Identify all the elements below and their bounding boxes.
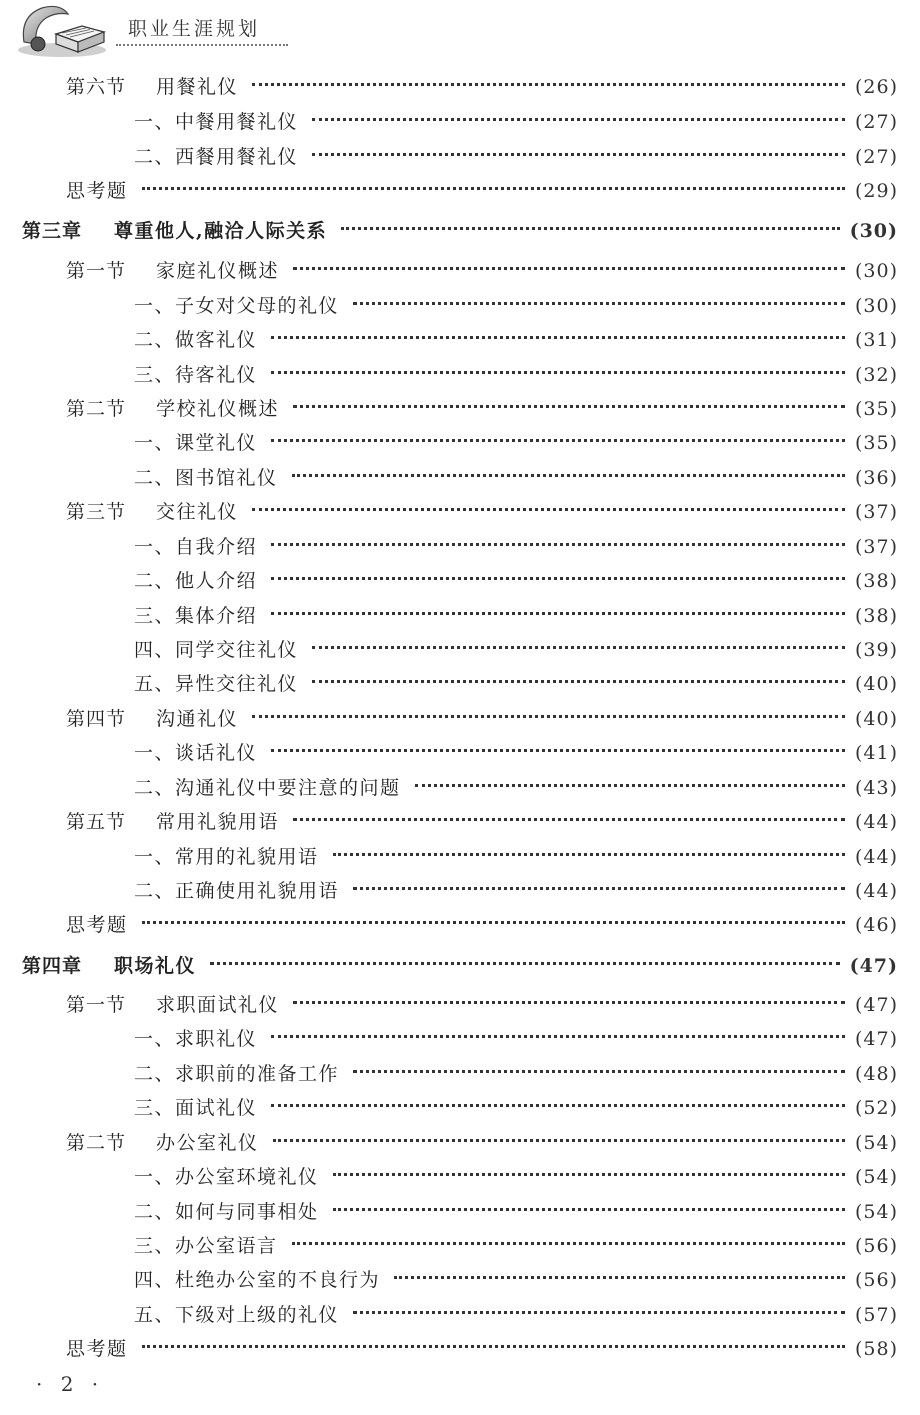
dot-leader bbox=[271, 1104, 845, 1107]
toc-entry-item[interactable] bbox=[134, 671, 898, 697]
toc-entry-title: 三、待客礼仪 bbox=[134, 364, 258, 386]
dot-leader bbox=[333, 853, 845, 856]
toc-entry-number: 第四节 bbox=[66, 708, 127, 730]
dot-leader bbox=[312, 646, 845, 649]
toc-entry-item[interactable] bbox=[134, 603, 898, 629]
toc-entry-title: 五、异性交往礼仪 bbox=[134, 673, 299, 695]
page-number: · 2 · bbox=[36, 1372, 105, 1396]
toc-entry-item[interactable] bbox=[134, 878, 898, 904]
toc-entry-item[interactable] bbox=[134, 430, 898, 456]
toc-entry-number: 第二节 bbox=[66, 1132, 127, 1154]
toc-entry-item[interactable] bbox=[134, 1095, 898, 1121]
toc-entry-exercise[interactable] bbox=[66, 912, 898, 938]
toc-entry-page: (47) bbox=[849, 955, 898, 977]
toc-entry-title: 二、西餐用餐礼仪 bbox=[134, 146, 299, 168]
toc-entry-page: (31) bbox=[854, 329, 898, 351]
dot-leader bbox=[142, 187, 845, 190]
toc-entry-page: (41) bbox=[854, 742, 898, 764]
toc-entry-item[interactable] bbox=[134, 1267, 898, 1293]
toc-entry-title: 二、他人介绍 bbox=[134, 570, 258, 592]
dot-leader bbox=[271, 439, 845, 442]
dot-leader bbox=[293, 1001, 845, 1004]
dot-leader bbox=[271, 577, 845, 580]
dot-leader bbox=[271, 1035, 845, 1038]
toc-entry-item[interactable] bbox=[134, 740, 898, 766]
toc-entry-chapter[interactable] bbox=[22, 953, 898, 979]
toc-entry-title: 一、子女对父母的礼仪 bbox=[134, 295, 340, 317]
toc-entry-item[interactable] bbox=[134, 568, 898, 594]
toc-entry-page: (35) bbox=[854, 398, 898, 420]
dot-leader bbox=[353, 1070, 845, 1073]
toc-entry-item[interactable] bbox=[134, 109, 898, 135]
dot-leader bbox=[312, 118, 845, 121]
toc-entry-page: (54) bbox=[854, 1132, 898, 1154]
dot-leader bbox=[292, 474, 845, 477]
toc-entry-chapter[interactable] bbox=[22, 218, 898, 244]
running-header bbox=[16, 0, 316, 62]
dot-leader bbox=[353, 1311, 845, 1314]
dot-leader bbox=[353, 302, 845, 305]
toc-entry-title: 沟通礼仪 bbox=[156, 708, 239, 730]
toc-entry-section[interactable] bbox=[66, 74, 898, 100]
toc-entry-number: 第四章 bbox=[22, 955, 83, 977]
toc-entry-title: 一、办公室环境礼仪 bbox=[134, 1166, 319, 1188]
dot-leader bbox=[333, 1173, 845, 1176]
toc-entry-title: 一、常用的礼貌用语 bbox=[134, 846, 319, 868]
toc-entry-number: 第五节 bbox=[66, 811, 127, 833]
toc-entry-number: 第一节 bbox=[66, 994, 127, 1016]
toc-entry-page: (47) bbox=[854, 994, 898, 1016]
toc-entry-page: (35) bbox=[854, 432, 898, 454]
toc-entry-title: 四、同学交往礼仪 bbox=[134, 639, 299, 661]
toc-entry-number: 第二节 bbox=[66, 398, 127, 420]
dot-leader bbox=[210, 962, 840, 965]
toc-entry-page: (30) bbox=[854, 295, 898, 317]
toc-entry-page: (47) bbox=[854, 1028, 898, 1050]
toc-entry-title: 一、课堂礼仪 bbox=[134, 432, 258, 454]
toc-entry-page: (43) bbox=[854, 777, 898, 799]
toc-entry-number: 第三节 bbox=[66, 501, 127, 523]
toc-entry-title: 二、求职前的准备工作 bbox=[134, 1063, 340, 1085]
toc-entry-title: 办公室礼仪 bbox=[156, 1132, 259, 1154]
dot-leader bbox=[292, 1242, 845, 1245]
toc-entry-page: (56) bbox=[854, 1269, 898, 1291]
toc-entry-item[interactable] bbox=[134, 1164, 898, 1190]
toc-entry-number: 第六节 bbox=[66, 76, 127, 98]
header-dotted-rule bbox=[116, 44, 288, 46]
toc-entry-page: (37) bbox=[854, 501, 898, 523]
toc-entry-number: 第一节 bbox=[66, 260, 127, 282]
dot-leader bbox=[312, 680, 845, 683]
toc-entry-exercise[interactable] bbox=[66, 178, 898, 204]
toc-entry-title: 用餐礼仪 bbox=[156, 76, 239, 98]
toc-entry-page: (39) bbox=[854, 639, 898, 661]
toc-entry-page: (40) bbox=[854, 673, 898, 695]
dot-leader bbox=[252, 83, 845, 86]
toc-entry-number: 第三章 bbox=[22, 220, 83, 242]
toc-entry-title: 三、集体介绍 bbox=[134, 605, 258, 627]
dot-leader bbox=[415, 784, 845, 787]
toc-entry-exercise[interactable] bbox=[66, 1336, 898, 1362]
toc-entry-title: 三、面试礼仪 bbox=[134, 1097, 258, 1119]
toc-entry-page: (30) bbox=[854, 260, 898, 282]
toc-entry-title: 二、沟通礼仪中要注意的问题 bbox=[134, 777, 401, 799]
toc-entry-item[interactable] bbox=[134, 1302, 898, 1328]
toc-entry-title: 交往礼仪 bbox=[156, 501, 239, 523]
toc-entry-item[interactable] bbox=[134, 1061, 898, 1087]
toc-entry-page: (44) bbox=[854, 846, 898, 868]
dot-leader bbox=[353, 887, 845, 890]
toc-entry-page: (36) bbox=[854, 467, 898, 489]
toc-entry-title: 职场礼仪 bbox=[114, 955, 197, 977]
toc-entry-title: 二、如何与同事相处 bbox=[134, 1201, 319, 1223]
dot-leader bbox=[293, 405, 845, 408]
dot-leader bbox=[252, 508, 845, 511]
toc-entry-section[interactable] bbox=[66, 258, 898, 284]
dot-leader bbox=[142, 921, 845, 924]
toc-entry-title: 五、下级对上级的礼仪 bbox=[134, 1304, 340, 1326]
toc-entry-page: (26) bbox=[854, 76, 898, 98]
toc-entry-title: 一、中餐用餐礼仪 bbox=[134, 111, 299, 133]
toc-entry-item[interactable] bbox=[134, 637, 898, 663]
toc-entry-section[interactable] bbox=[66, 1130, 898, 1156]
toc-entry-page: (30) bbox=[849, 220, 898, 242]
toc-entry-title: 常用礼貌用语 bbox=[156, 811, 280, 833]
toc-entry-item[interactable] bbox=[134, 534, 898, 560]
toc-entry-page: (44) bbox=[854, 811, 898, 833]
desk-lamp-and-book-icon bbox=[16, 2, 108, 58]
toc-entry-page: (54) bbox=[854, 1201, 898, 1223]
toc-entry-page: (58) bbox=[854, 1338, 898, 1360]
dot-leader bbox=[312, 153, 845, 156]
toc-entry-page: (52) bbox=[854, 1097, 898, 1119]
running-title: 职业生涯规划 bbox=[128, 18, 261, 40]
toc-entry-page: (38) bbox=[854, 605, 898, 627]
toc-entry-title: 家庭礼仪概述 bbox=[156, 260, 280, 282]
toc-entry-page: (57) bbox=[854, 1304, 898, 1326]
toc-entry-page: (48) bbox=[854, 1063, 898, 1085]
dot-leader bbox=[271, 336, 845, 339]
toc-entry-page: (27) bbox=[854, 111, 898, 133]
toc-entry-page: (27) bbox=[854, 146, 898, 168]
toc-entry-title: 思考题 bbox=[66, 914, 128, 936]
dot-leader bbox=[333, 1208, 845, 1211]
toc-entry-title: 二、做客礼仪 bbox=[134, 329, 258, 351]
dot-leader bbox=[271, 612, 845, 615]
toc-entry-title: 一、求职礼仪 bbox=[134, 1028, 258, 1050]
toc-entry-item[interactable] bbox=[134, 1199, 898, 1225]
toc-entry-section[interactable] bbox=[66, 992, 898, 1018]
toc-entry-item[interactable] bbox=[134, 844, 898, 870]
toc-entry-item[interactable] bbox=[134, 465, 898, 491]
toc-entry-section[interactable] bbox=[66, 706, 898, 732]
dot-leader bbox=[293, 818, 845, 821]
toc-entry-page: (44) bbox=[854, 880, 898, 902]
toc-entry-page: (54) bbox=[854, 1166, 898, 1188]
dot-leader bbox=[142, 1345, 845, 1348]
toc-entry-title: 二、图书馆礼仪 bbox=[134, 467, 278, 489]
toc-entry-item[interactable] bbox=[134, 1233, 898, 1259]
dot-leader bbox=[341, 227, 839, 230]
toc-entry-title: 思考题 bbox=[66, 180, 128, 202]
toc-entry-page: (29) bbox=[854, 180, 898, 202]
toc-entry-title: 一、自我介绍 bbox=[134, 536, 258, 558]
dot-leader bbox=[394, 1276, 845, 1279]
toc-entry-page: (32) bbox=[854, 364, 898, 386]
toc-entry-page: (46) bbox=[854, 914, 898, 936]
toc-entry-item[interactable] bbox=[134, 1026, 898, 1052]
toc-entry-title: 求职面试礼仪 bbox=[156, 994, 280, 1016]
toc-entry-section[interactable] bbox=[66, 809, 898, 835]
toc-entry-item[interactable] bbox=[134, 775, 898, 801]
toc-entry-item[interactable] bbox=[134, 362, 898, 388]
toc-entry-title: 思考题 bbox=[66, 1338, 128, 1360]
dot-leader bbox=[271, 543, 845, 546]
toc-entry-section[interactable] bbox=[66, 396, 898, 422]
toc-entry-title: 二、正确使用礼貌用语 bbox=[134, 880, 340, 902]
toc-entry-page: (56) bbox=[854, 1235, 898, 1257]
dot-leader bbox=[273, 1139, 845, 1142]
dot-leader bbox=[293, 267, 845, 270]
dot-leader bbox=[271, 371, 845, 374]
toc-entry-section[interactable] bbox=[66, 499, 898, 525]
toc-entry-page: (37) bbox=[854, 536, 898, 558]
dot-leader bbox=[252, 715, 845, 718]
dot-leader bbox=[271, 749, 845, 752]
toc-entry-title: 学校礼仪概述 bbox=[156, 398, 280, 420]
toc-entry-item[interactable] bbox=[134, 327, 898, 353]
toc-entry-title: 三、办公室语言 bbox=[134, 1235, 278, 1257]
toc-entry-title: 一、谈话礼仪 bbox=[134, 742, 258, 764]
toc-entry-title: 尊重他人,融洽人际关系 bbox=[114, 220, 328, 242]
toc-entry-item[interactable] bbox=[134, 293, 898, 319]
toc-entry-page: (38) bbox=[854, 570, 898, 592]
toc-entry-title: 四、杜绝办公室的不良行为 bbox=[134, 1269, 381, 1291]
toc-entry-item[interactable] bbox=[134, 144, 898, 170]
toc-entry-page: (40) bbox=[854, 708, 898, 730]
